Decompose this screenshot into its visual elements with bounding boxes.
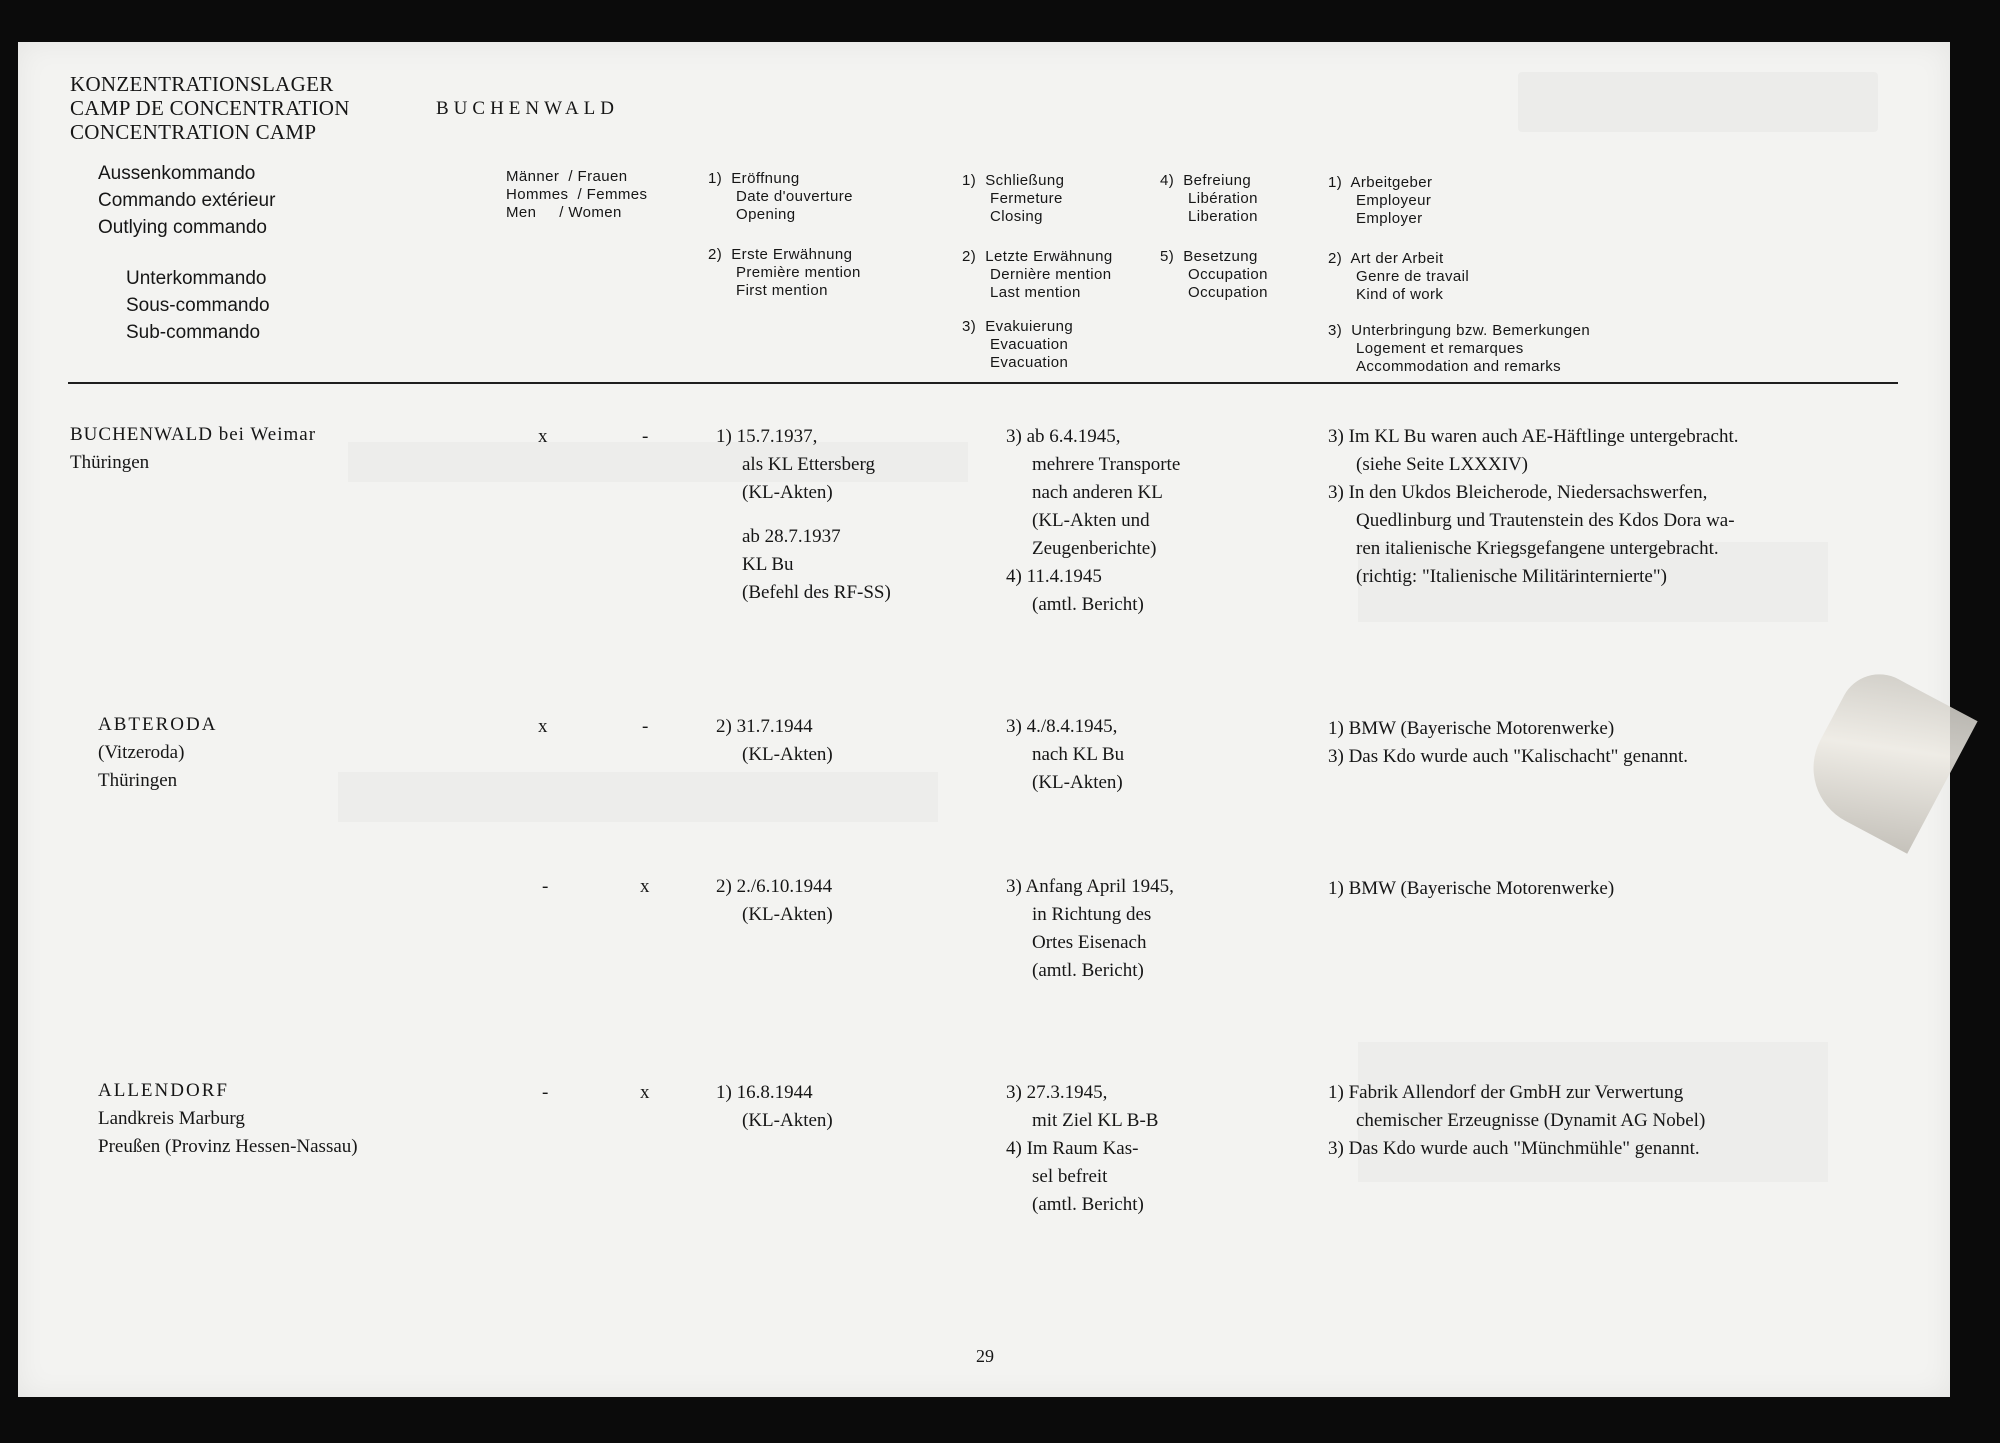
entry-1-remarks-1: 3) Im KL Bu waren auch AE-Häftlinge untergebracht.	[1328, 426, 1739, 447]
entry-2-name-line-3: Thüringen	[98, 770, 178, 791]
entry-1-opening-2: als KL Ettersberg	[742, 454, 875, 475]
men-women-header-2: Hommes / Femmes	[506, 186, 648, 203]
entry-2-remarks-2: 3) Das Kdo wurde auch "Kalischacht" genannt.	[1328, 746, 1689, 767]
entry-4-women: x	[640, 1082, 650, 1103]
evacuation-header-1: 3) Evakuierung	[962, 318, 1074, 335]
entry-1-remarks-4: Quedlinburg und Trautenstein des Kdos Dora wa-	[1356, 510, 1735, 531]
outer-commando-line-3: Outlying commando	[98, 217, 267, 238]
entry-2-closing-2: nach KL Bu	[1032, 744, 1125, 765]
entry-1-remarks-5: ren italienische Kriegsgefangene untergebracht.	[1356, 538, 1719, 559]
entry-1-men: x	[538, 426, 548, 447]
header-divider	[68, 382, 1898, 384]
employer-header-3: Employer	[1356, 210, 1423, 227]
entry-3-men: -	[542, 876, 549, 897]
first-mention-header-2: Première mention	[736, 264, 861, 281]
entry-1-closing-7: (amtl. Bericht)	[1032, 594, 1144, 615]
entry-3-remarks-1: 1) BMW (Bayerische Motorenwerke)	[1328, 878, 1615, 899]
evacuation-header-2: Evacuation	[990, 336, 1069, 353]
entry-3-closing-1: 3) Anfang April 1945,	[1006, 876, 1174, 897]
camp-name: BUCHENWALD	[436, 98, 619, 119]
entry-1-closing-1: 3) ab 6.4.1945,	[1006, 426, 1121, 447]
entry-1-remarks-2: (siehe Seite LXXXIV)	[1356, 454, 1529, 475]
page-number: 29	[976, 1346, 994, 1366]
entry-4-name-line-3: Preußen (Provinz Hessen-Nassau)	[98, 1136, 358, 1157]
evacuation-header-3: Evacuation	[990, 354, 1069, 371]
entry-2-men: x	[538, 716, 548, 737]
entry-4-name-line-1: ALLENDORF	[98, 1080, 229, 1101]
entry-4-remarks-2: chemischer Erzeugnisse (Dynamit AG Nobel)	[1356, 1110, 1706, 1131]
document-page	[18, 42, 1950, 1397]
entry-4-closing-2: mit Ziel KL B-B	[1032, 1110, 1159, 1131]
header-title-line-2: CAMP DE CONCENTRATION	[70, 96, 350, 120]
work-header-2: Genre de travail	[1356, 268, 1470, 285]
occupation-header-1: 5) Besetzung	[1160, 248, 1258, 265]
entry-2-closing-3: (KL-Akten)	[1032, 772, 1123, 793]
entry-4-men: -	[542, 1082, 549, 1103]
sub-commando-line-1: Unterkommando	[126, 268, 267, 289]
remarks-header-1: 3) Unterbringung bzw. Bemerkungen	[1328, 322, 1591, 339]
entry-4-closing-1: 3) 27.3.1945,	[1006, 1082, 1108, 1103]
page-clip	[1792, 660, 1977, 853]
bleed-through-shadow-2	[348, 442, 968, 482]
header-title-line-1: KONZENTRATIONSLAGER	[70, 72, 334, 96]
entry-1-remarks-6: (richtig: "Italienische Militärinternierte")	[1356, 566, 1667, 587]
entry-1-closing-2: mehrere Transporte	[1032, 454, 1181, 475]
entry-2-closing-1: 3) 4./8.4.1945,	[1006, 716, 1118, 737]
remarks-header-2: Logement et remarques	[1356, 340, 1524, 357]
entry-4-opening-1: 1) 16.8.1944	[716, 1082, 813, 1103]
entry-3-women: x	[640, 876, 650, 897]
occupation-header-3: Occupation	[1188, 284, 1268, 301]
entry-1-women: -	[642, 426, 649, 447]
last-mention-header-1: 2) Letzte Erwähnung	[962, 248, 1113, 265]
first-mention-header-1: 2) Erste Erwähnung	[708, 246, 853, 263]
sub-commando-line-3: Sub-commando	[126, 322, 261, 343]
entry-1-opening-extra-3: (Befehl des RF-SS)	[742, 582, 891, 603]
entry-4-closing-5: (amtl. Bericht)	[1032, 1194, 1144, 1215]
opening-header-3: Opening	[736, 206, 796, 223]
outer-commando-line-2: Commando extérieur	[98, 190, 276, 211]
occupation-header-2: Occupation	[1188, 266, 1268, 283]
entry-1-closing-6: 4) 11.4.1945	[1006, 566, 1102, 587]
outer-commando-line-1: Aussenkommando	[98, 163, 256, 184]
last-mention-header-3: Last mention	[990, 284, 1081, 301]
entry-3-opening-2: (KL-Akten)	[742, 904, 833, 925]
entry-4-closing-3: 4) Im Raum Kas-	[1006, 1138, 1139, 1159]
entry-3-closing-4: (amtl. Bericht)	[1032, 960, 1144, 981]
entry-1-remarks-3: 3) In den Ukdos Bleicherode, Niedersachswerfen,	[1328, 482, 1708, 503]
entry-2-opening-1: 2) 31.7.1944	[716, 716, 813, 737]
entry-1-opening-1: 1) 15.7.1937,	[716, 426, 818, 447]
entry-4-closing-4: sel befreit	[1032, 1166, 1108, 1187]
closing-header-1: 1) Schließung	[962, 172, 1065, 189]
entry-4-name-line-2: Landkreis Marburg	[98, 1108, 245, 1129]
work-header-1: 2) Art der Arbeit	[1328, 250, 1444, 267]
entry-1-closing-5: Zeugenberichte)	[1032, 538, 1157, 559]
entry-1-opening-extra-2: KL Bu	[742, 554, 794, 575]
men-women-header-3: Men / Women	[506, 204, 622, 221]
employer-header-2: Employeur	[1356, 192, 1432, 209]
entry-2-name-line-2: (Vitzeroda)	[98, 742, 185, 763]
bleed-through-shadow-4	[338, 772, 938, 822]
liberation-header-3: Liberation	[1188, 208, 1258, 225]
entry-1-opening-extra-1: ab 28.7.1937	[742, 526, 841, 547]
entry-1-name-line-1: BUCHENWALD bei Weimar	[70, 424, 317, 445]
entry-2-women: -	[642, 716, 649, 737]
last-mention-header-2: Dernière mention	[990, 266, 1112, 283]
liberation-header-2: Libération	[1188, 190, 1258, 207]
header-title-line-3: CONCENTRATION CAMP	[70, 120, 317, 144]
closing-header-2: Fermeture	[990, 190, 1063, 207]
opening-header-2: Date d'ouverture	[736, 188, 853, 205]
entry-1-closing-4: (KL-Akten und	[1032, 510, 1150, 531]
entry-4-remarks-3: 3) Das Kdo wurde auch "Münchmühle" genannt.	[1328, 1138, 1700, 1159]
entry-3-closing-3: Ortes Eisenach	[1032, 932, 1147, 953]
closing-header-3: Closing	[990, 208, 1043, 225]
entry-2-name-line-1: ABTERODA	[98, 714, 218, 735]
work-header-3: Kind of work	[1356, 286, 1444, 303]
opening-header-1: 1) Eröffnung	[708, 170, 800, 187]
entry-3-closing-2: in Richtung des	[1032, 904, 1152, 925]
entry-1-name-line-2: Thüringen	[70, 452, 150, 473]
entry-4-opening-2: (KL-Akten)	[742, 1110, 833, 1131]
entry-3-opening-1: 2) 2./6.10.1944	[716, 876, 833, 897]
first-mention-header-3: First mention	[736, 282, 828, 299]
entry-1-opening-3: (KL-Akten)	[742, 482, 833, 503]
employer-header-1: 1) Arbeitgeber	[1328, 174, 1433, 191]
men-women-header-1: Männer / Frauen	[506, 168, 628, 185]
entry-2-remarks-1: 1) BMW (Bayerische Motorenwerke)	[1328, 718, 1615, 739]
entry-4-remarks-1: 1) Fabrik Allendorf der GmbH zur Verwertung	[1328, 1082, 1684, 1103]
entry-2-opening-2: (KL-Akten)	[742, 744, 833, 765]
remarks-header-3: Accommodation and remarks	[1356, 358, 1562, 375]
entry-1-closing-3: nach anderen KL	[1032, 482, 1163, 503]
sub-commando-line-2: Sous-commando	[126, 295, 270, 316]
bleed-through-shadow	[1518, 72, 1878, 132]
liberation-header-1: 4) Befreiung	[1160, 172, 1252, 189]
